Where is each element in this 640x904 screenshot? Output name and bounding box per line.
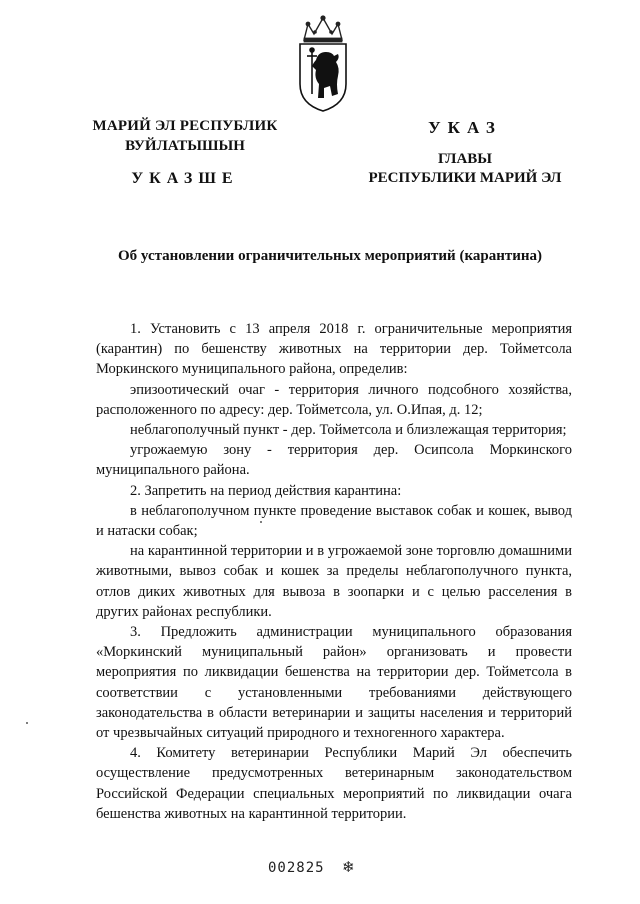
snowflake-icon: ❄: [342, 860, 355, 876]
document-body: [96, 319, 572, 824]
header-right-line3: РЕСПУБЛИКИ МАРИЙ ЭЛ: [368, 170, 562, 186]
header-left-line2: ВУЙЛАТЫШЫН: [125, 138, 245, 154]
paragraph: неблагополучный пункт - дер. Тойметсола и близлежащая территория;: [130, 422, 567, 439]
document-title: Об установлении ограничительных мероприятий (карантина): [117, 248, 542, 264]
scan-speck: [26, 722, 28, 724]
paragraph: 3. Предложить администрации муниципального образования «Моркинский муниципальный район» организовать и провести мероприятия по ликвидации бешенства на территории дер. Тойметсола в соответствии с установленными требованиями действующего законодательства в области ветеринарии и защиты населения и территорий от чрезвычайных ситуаций природного и техногенного характера.: [96, 624, 572, 742]
scan-speck: [260, 521, 262, 523]
header-left-line1: МАРИЙ ЭЛ РЕСПУБЛИК: [92, 118, 278, 134]
coat-of-arms-icon: [292, 14, 354, 114]
paragraph: эпизоотический очаг - территория личного подсобного хозяйства, расположенного по адресу: дер. Тойметсола, ул. О.Ипая, д. 12;: [96, 381, 572, 418]
header-right-line1: УКАЗ: [428, 118, 502, 137]
paragraph: угрожаемую зону - территория дер. Осипсола Моркинского муниципального района.: [96, 442, 572, 479]
header-right-line2: ГЛАВЫ: [437, 151, 493, 167]
paragraph: 4. Комитету ветеринарии Республики Марий Эл обеспечить осуществление предусмотренных ветеринарным законодательством Российской Федерации специальных мероприятий по ликвидации очага бешенства животных на карантинной территории.: [96, 745, 572, 822]
paragraph: в неблагополучном пункте проведение выставок собак и кошек, вывод и натаски собак;: [96, 502, 572, 540]
header-left-line3: УКАЗШЕ: [131, 170, 239, 187]
serial-number: 002825: [268, 860, 325, 876]
paragraph: 1. Установить с 13 апреля 2018 г. ограничительные мероприятия (карантин) по бешенству животных на территории дер. Тойметсола Моркинского муниципального района, определив:: [96, 321, 572, 378]
paragraph: на карантинной территории и в угрожаемой зоне торговлю домашними животными, вывоз собак и кошек за пределы неблагополучного пункта, отлов диких животных для вывоза в зоопарки и с целью расселения в других районах республики.: [96, 543, 572, 620]
paragraph: 2. Запретить на период действия карантина:: [130, 482, 402, 499]
crown-icon: [304, 16, 342, 42]
